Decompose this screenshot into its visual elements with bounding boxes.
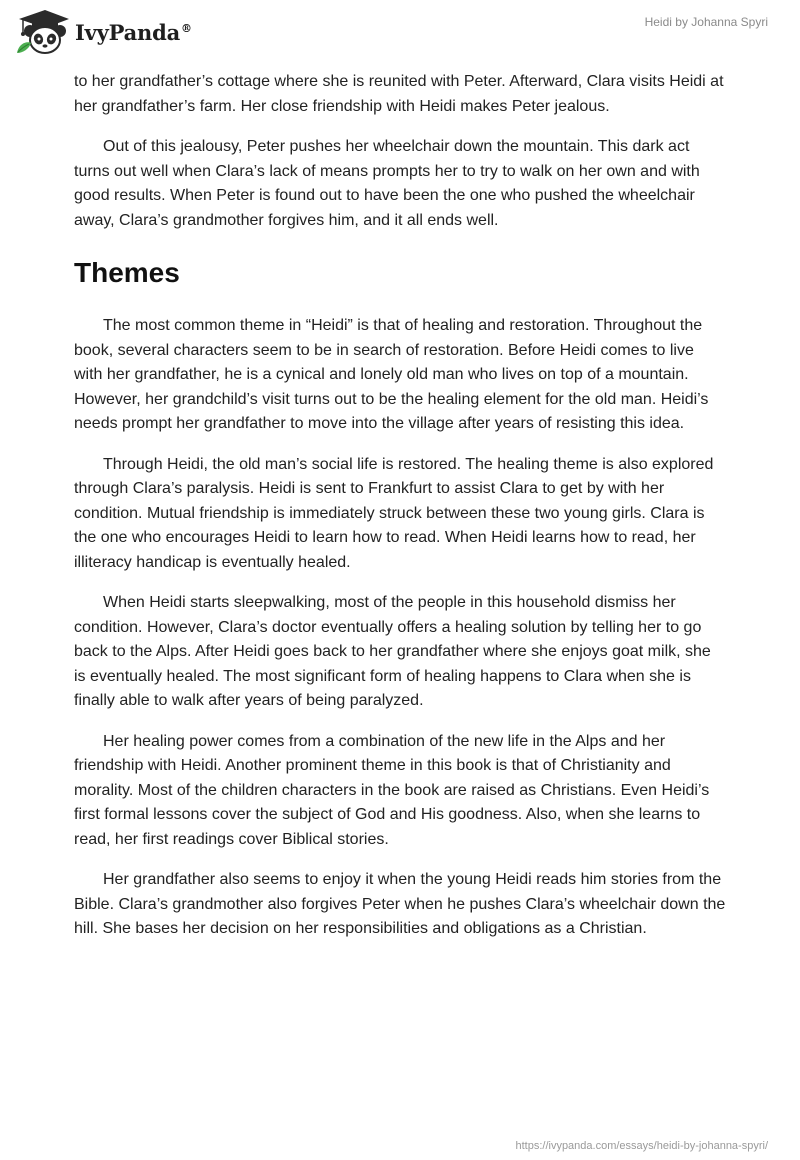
essay-body <box>74 70 726 958</box>
brand-name <box>75 20 192 45</box>
registered-mark: ® <box>181 21 192 35</box>
section-heading: Themes <box>74 257 180 288</box>
brand-name-text: IvyPanda <box>75 19 181 45</box>
paragraph: Her healing power comes from a combination of the new life in the Alps and her friendship with Heidi. Another prominent theme in this book is that of Christianity and morality. Most of the children characters in the book are raised as Christians. Even Heidi’s first formal lessons cover the subject of God and His goodness. Also, when she learns to read, her first readings cover Biblical stories. <box>74 732 710 848</box>
paragraph: Her grandfather also seems to enjoy it when the young Heidi reads him stories from the Bible. Clara’s grandmother also forgives Peter when he pushes Clara’s wheelchair down the hill. She bases her decision on her responsibilities and obligations as a Christian. <box>74 871 726 937</box>
paragraph: The most common theme in “Heidi” is that of healing and restoration. Throughout the book, several characters seem to be in search of restoration. Before Heidi comes to live with her grandfather, he is a cynical and lonely old man who lives on top of a mountain. However, her grandchild’s visit turns out to be the healing element for the old man. Heidi’s needs prompt her grandfather to move into the village after years of resisting this idea. <box>74 317 709 432</box>
source-url[interactable]: https://ivypanda.com/essays/heidi-by-johanna-spyri/ <box>515 1140 768 1152</box>
panda-graduate-icon <box>15 9 71 55</box>
document-title: Heidi by Johanna Spyri <box>644 15 768 29</box>
brand-logo[interactable] <box>15 9 192 55</box>
paragraph: Out of this jealousy, Peter pushes her wheelchair down the mountain. This dark act turns out well when Clara’s lack of means prompts her to try to walk on her own and with good results. When Peter is found out to have been the one who pushed the wheelchair away, Clara’s grandmother forgives him, and it all ends well. <box>74 138 700 229</box>
paragraph: to her grandfather’s cottage where she is reunited with Peter. Afterward, Clara visits Heidi at her grandfather’s farm. Her close friendship with Heidi makes Peter jealous. <box>74 73 724 115</box>
paragraph: When Heidi starts sleepwalking, most of the people in this household dismiss her condition. However, Clara’s doctor eventually offers a healing solution by telling her to go back to the Alps. After Heidi goes back to her grandfather where she enjoys goat milk, she is eventually healed. The most significant form of healing happens to Clara when she is finally able to walk after years of being paralyzed. <box>74 594 711 709</box>
paragraph: Through Heidi, the old man’s social life is restored. The healing theme is also explored through Clara’s paralysis. Heidi is sent to Frankfurt to assist Clara to get by with her condition. Mutual friendship is immediately struck between these two young girls. Clara is the one who encourages Heidi to learn how to read. When Heidi learns how to read, her illiteracy handicap is eventually healed. <box>74 455 714 571</box>
page-header <box>0 0 800 68</box>
